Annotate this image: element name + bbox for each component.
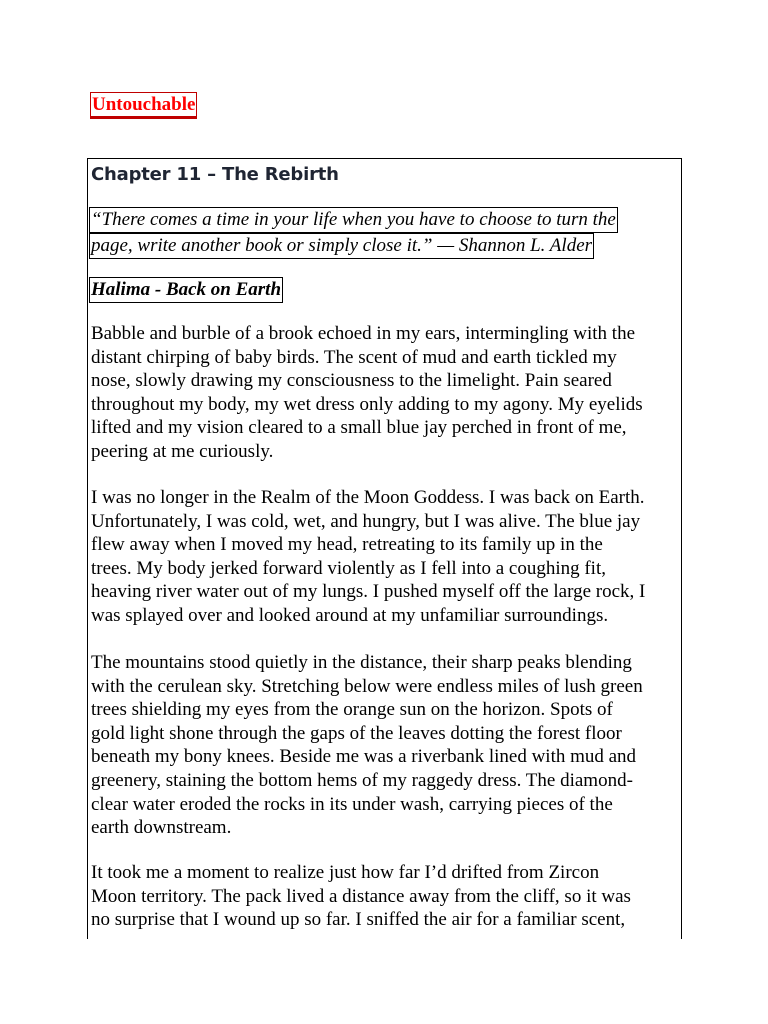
text-line: greenery, staining the bottom hems of my raggedy dress. The diamond- [91, 769, 633, 791]
text-line: Moon territory. The pack lived a distance away from the cliff, so it was [91, 885, 631, 907]
page-content [87, 158, 682, 939]
text-line: Babble and burble of a brook echoed in my ears, intermingling with the [91, 323, 635, 344]
section-heading: Halima - Back on Earth [89, 277, 283, 303]
text-line: trees shielding my eyes from the orange sun on the horizon. Spots of [91, 699, 613, 721]
chapter-heading: Chapter 11 – The Rebirth [91, 164, 339, 185]
text-line: earth downstream. [91, 817, 232, 839]
text-line: The mountains stood quietly in the distance, their sharp peaks blending [91, 652, 632, 673]
paragraph [91, 651, 682, 840]
text-line: was splayed over and looked around at my unfamiliar surroundings. [91, 604, 609, 626]
text-line: I was no longer in the Realm of the Moon Goddess. I was back on Earth. [91, 487, 645, 508]
text-line: Unfortunately, I was cold, wet, and hungry, but I was alive. The blue jay [91, 510, 641, 532]
text-line: no surprise that I wound up so far. I sniffed the air for a familiar scent, [91, 909, 626, 931]
text-line: nose, slowly drawing my consciousness to the limelight. Pain seared [91, 370, 612, 392]
text-line: flew away when I moved my head, retreating to its family up in the [91, 534, 603, 556]
text-line: It took me a moment to realize just how far I’d drifted from Zircon [91, 862, 600, 883]
text-line: peering at me curiously. [91, 440, 274, 462]
text-line: with the cerulean sky. Stretching below were endless miles of lush green [91, 675, 643, 697]
text-line: beneath my bony knees. Beside me was a riverbank lined with mud and [91, 746, 637, 768]
text-line: throughout my body, my wet dress only adding to my agony. My eyelids [91, 393, 643, 415]
document-title: Untouchable [90, 92, 197, 119]
paragraph [91, 322, 682, 464]
text-line: trees. My body jerked forward violently as I fell into a coughing fit, [91, 557, 606, 579]
epigraph-line: page, write another book or simply close it.” — Shannon L. Alder [89, 233, 594, 259]
paragraph [91, 861, 682, 932]
text-line: gold light shone through the gaps of the leaves dotting the forest floor [91, 722, 622, 744]
text-line: heaving river water out of my lungs. I pushed myself off the large rock, I [91, 581, 646, 603]
epigraph-line: “There comes a time in your life when you have to choose to turn the [89, 207, 618, 233]
text-line: lifted and my vision cleared to a small blue jay perched in front of me, [91, 417, 627, 439]
text-line: clear water eroded the rocks in its under wash, carrying pieces of the [91, 793, 613, 815]
text-line: distant chirping of baby birds. The scent of mud and earth tickled my [91, 346, 617, 368]
epigraph-quote [89, 207, 649, 259]
paragraph [91, 486, 682, 628]
